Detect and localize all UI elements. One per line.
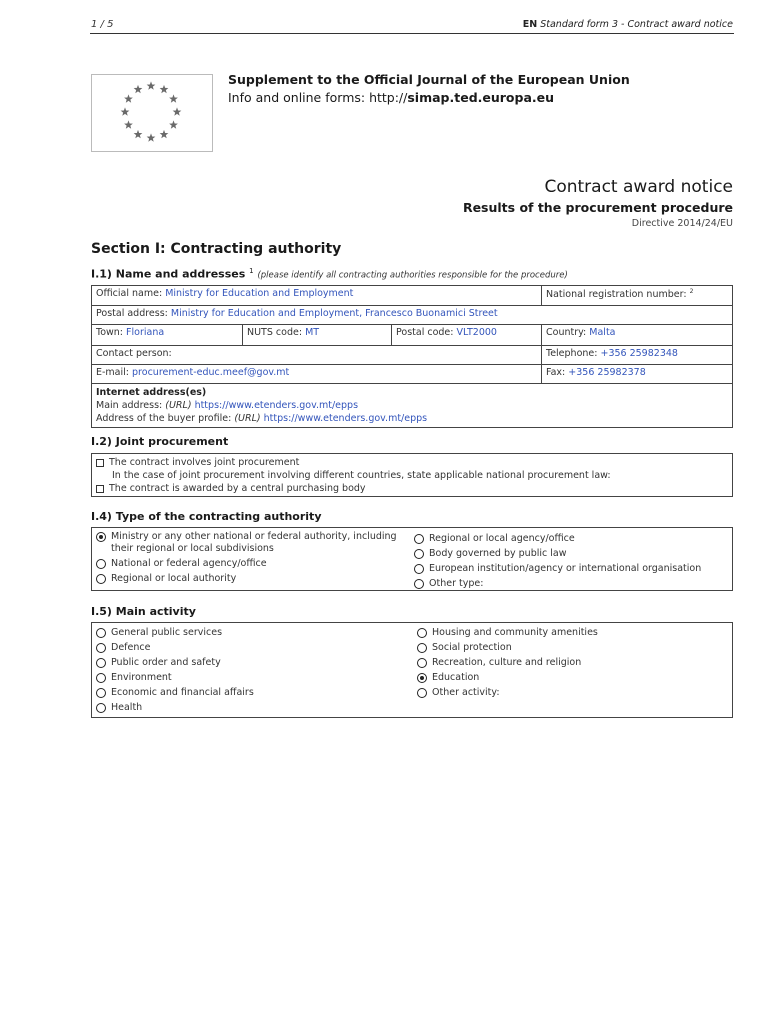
authority-type-label: Body governed by public law	[429, 548, 567, 559]
postal-address-label: Postal address:	[96, 308, 168, 319]
postal-address-cell	[92, 306, 732, 324]
main-activity-label: Recreation, culture and religion	[432, 657, 582, 668]
main-activity-option[interactable]	[417, 672, 728, 684]
supplement-info-prefix: Info and online forms: http://	[228, 90, 408, 105]
central-purchasing-label: The contract is awarded by a central purchasing body	[109, 483, 366, 494]
row-email	[92, 365, 732, 384]
eu-star-icon	[169, 120, 178, 128]
form-name	[523, 19, 733, 30]
main-address-link[interactable]: https://www.etenders.gov.mt/epps	[194, 400, 359, 411]
national-registration-footnote: 2	[689, 288, 694, 295]
row-internet	[92, 384, 732, 427]
postal-code-label: Postal code:	[396, 327, 454, 338]
nuts-cell	[242, 325, 391, 345]
main-activity-radio[interactable]	[96, 658, 106, 668]
main-activity-radio[interactable]	[96, 643, 106, 653]
supplement-info-site[interactable]: simap.ted.europa.eu	[407, 90, 555, 105]
telephone-label: Telephone:	[546, 348, 598, 359]
main-activity-radio[interactable]	[96, 673, 106, 683]
fax-value: +356 25982378	[568, 367, 646, 378]
postal-code-value: VLT2000	[456, 327, 497, 338]
eu-star-icon	[160, 85, 169, 93]
postal-address-value: Ministry for Education and Employment, Francesco Buonamici Street	[170, 308, 498, 319]
joint-procurement-checkbox[interactable]	[96, 459, 104, 467]
country-value: Malta	[589, 327, 616, 338]
main-activity-radio[interactable]	[96, 688, 106, 698]
main-activity-option[interactable]	[417, 687, 728, 699]
subsection-title-i2: I.2) Joint procurement	[91, 435, 229, 448]
main-activity-radio[interactable]	[417, 688, 427, 698]
main-address-line	[96, 399, 728, 412]
row-town	[92, 325, 732, 346]
main-activity-option[interactable]	[96, 672, 417, 684]
authority-type-option[interactable]	[414, 548, 728, 560]
language-code: EN	[522, 19, 538, 30]
main-activity-left	[96, 626, 417, 717]
eu-star-icon	[134, 85, 143, 93]
authority-type-box	[91, 527, 733, 591]
eu-flag-stars-icon	[91, 74, 213, 152]
section-title: Section I: Contracting authority	[91, 241, 342, 257]
email-cell	[92, 365, 541, 383]
notice-subtitle: Results of the procurement procedure	[462, 200, 733, 215]
authority-type-radio[interactable]	[414, 579, 424, 589]
main-activity-option[interactable]	[417, 627, 728, 639]
main-activity-label: Health	[111, 702, 143, 713]
joint-procurement-box	[91, 453, 733, 497]
eu-star-icon	[173, 107, 182, 115]
main-activity-label: Defence	[111, 642, 151, 653]
main-activity-radio[interactable]	[417, 643, 427, 653]
authority-type-option[interactable]	[414, 563, 728, 575]
authority-type-option[interactable]	[96, 573, 414, 585]
main-activity-option[interactable]	[96, 627, 417, 639]
eu-star-icon	[160, 130, 169, 138]
subsection-title-i1	[91, 267, 568, 281]
buyer-profile-link[interactable]: https://www.etenders.gov.mt/epps	[263, 413, 428, 424]
page-number: 1 / 5	[91, 19, 114, 30]
telephone-value: +356 25982348	[600, 348, 678, 359]
subsection-title-i5: I.5) Main activity	[91, 605, 196, 618]
main-activity-label: Public order and safety	[111, 657, 221, 668]
main-activity-box	[91, 622, 733, 718]
official-name-cell	[92, 286, 541, 305]
authority-type-radio[interactable]	[414, 564, 424, 574]
notice-directive: Directive 2014/24/EU	[631, 218, 733, 229]
authority-type-option[interactable]	[414, 578, 728, 590]
eu-star-icon	[147, 133, 156, 141]
main-activity-option[interactable]	[96, 702, 417, 714]
official-name-value: Ministry for Education and Employment	[165, 288, 354, 299]
authority-type-radio[interactable]	[96, 559, 106, 569]
supplement-title: Supplement to the Official Journal of the European Union	[228, 72, 630, 87]
main-activity-label: Economic and financial affairs	[111, 687, 254, 698]
country-cell	[541, 325, 732, 345]
notice-title: Contract award notice	[544, 177, 733, 197]
main-activity-label: Housing and community amenities	[432, 627, 598, 638]
fax-label: Fax:	[546, 367, 566, 378]
central-purchasing-checkbox[interactable]	[96, 485, 104, 493]
main-activity-radio[interactable]	[417, 658, 427, 668]
authority-type-label: Regional or local authority	[111, 573, 237, 584]
joint-procurement-option[interactable]	[95, 457, 729, 469]
authority-type-radio[interactable]	[414, 549, 424, 559]
row-contact	[92, 346, 732, 365]
authority-type-radio[interactable]	[96, 532, 106, 542]
eu-star-icon	[124, 120, 133, 128]
postal-code-cell	[391, 325, 541, 345]
authority-type-label: National or federal agency/office	[111, 558, 267, 569]
joint-law-label: In the case of joint procurement involving different countries, state applicable national procurement law:	[112, 470, 611, 481]
authority-type-label: Ministry or any other national or federal authority, including their regional or local subdivisions	[111, 531, 397, 554]
eu-star-icon	[169, 94, 178, 102]
main-activity-radio[interactable]	[417, 673, 427, 683]
central-purchasing-option[interactable]	[95, 483, 729, 495]
name-addresses-box	[91, 285, 733, 428]
header-divider	[90, 33, 734, 34]
email-label: E-mail:	[96, 367, 129, 378]
internet-label: Internet address(es)	[96, 387, 207, 398]
main-activity-option[interactable]	[96, 642, 417, 654]
row-postal-address	[92, 306, 732, 325]
main-address-label: Main address:	[96, 400, 163, 411]
fax-cell	[541, 365, 732, 383]
main-activity-right	[417, 626, 728, 717]
eu-star-icon	[124, 94, 133, 102]
row-official-name	[92, 286, 732, 306]
i1-footnote: 1	[249, 267, 254, 275]
authority-type-radio[interactable]	[414, 534, 424, 544]
eu-star-icon	[147, 81, 156, 89]
buyer-profile-label: Address of the buyer profile:	[96, 413, 232, 424]
main-activity-option[interactable]	[417, 657, 728, 669]
internet-cell	[92, 384, 732, 427]
authority-type-right	[414, 530, 728, 593]
nuts-label: NUTS code:	[247, 327, 303, 338]
joint-law-text	[95, 470, 729, 482]
authority-type-option[interactable]	[96, 558, 414, 570]
main-activity-label: Environment	[111, 672, 172, 683]
contact-cell	[92, 346, 541, 364]
official-name-label: Official name:	[96, 288, 163, 299]
national-registration-label: National registration number:	[546, 289, 687, 301]
main-activity-label: Social protection	[432, 642, 512, 653]
supplement-info	[228, 90, 554, 105]
town-label: Town:	[96, 327, 123, 338]
main-activity-option[interactable]	[96, 657, 417, 669]
main-address-url-tag: (URL)	[165, 400, 192, 411]
subsection-title-i4: I.4) Type of the contracting authority	[91, 510, 322, 523]
authority-type-radio[interactable]	[96, 574, 106, 584]
eu-star-icon	[121, 107, 130, 115]
authority-type-label: European institution/agency or international organisation	[429, 563, 702, 574]
authority-type-label: Other type:	[429, 578, 484, 589]
main-activity-radio[interactable]	[96, 628, 106, 638]
buyer-profile-line	[96, 412, 728, 425]
nuts-value: MT	[305, 327, 320, 338]
main-activity-option[interactable]	[96, 687, 417, 699]
authority-type-label: Regional or local agency/office	[429, 533, 575, 544]
main-activity-radio[interactable]	[96, 703, 106, 713]
authority-type-left	[96, 530, 414, 593]
main-activity-label: General public services	[111, 627, 223, 638]
i1-title: I.1) Name and addresses	[91, 267, 246, 281]
authority-type-columns	[92, 528, 732, 595]
authority-type-option[interactable]	[414, 533, 728, 545]
authority-type-option[interactable]	[96, 531, 414, 555]
eu-star-icon	[134, 130, 143, 138]
town-value: Floriana	[126, 327, 165, 338]
town-cell	[92, 325, 242, 345]
buyer-profile-url-tag: (URL)	[234, 413, 261, 424]
main-activity-columns	[92, 623, 732, 719]
country-label: Country:	[546, 327, 587, 338]
telephone-cell	[541, 346, 732, 364]
email-value[interactable]: procurement-educ.meef@gov.mt	[132, 367, 290, 378]
main-activity-radio[interactable]	[417, 628, 427, 638]
main-activity-label: Other activity:	[432, 687, 500, 698]
contact-label: Contact person:	[96, 348, 172, 359]
main-activity-option[interactable]	[417, 642, 728, 654]
national-registration-cell	[541, 286, 732, 305]
main-activity-label: Education	[432, 672, 480, 683]
i1-note: (please identify all contracting authorities responsible for the procedure)	[257, 270, 568, 281]
form-title: Standard form 3 - Contract award notice	[540, 19, 733, 30]
joint-procurement-label: The contract involves joint procurement	[109, 457, 300, 468]
